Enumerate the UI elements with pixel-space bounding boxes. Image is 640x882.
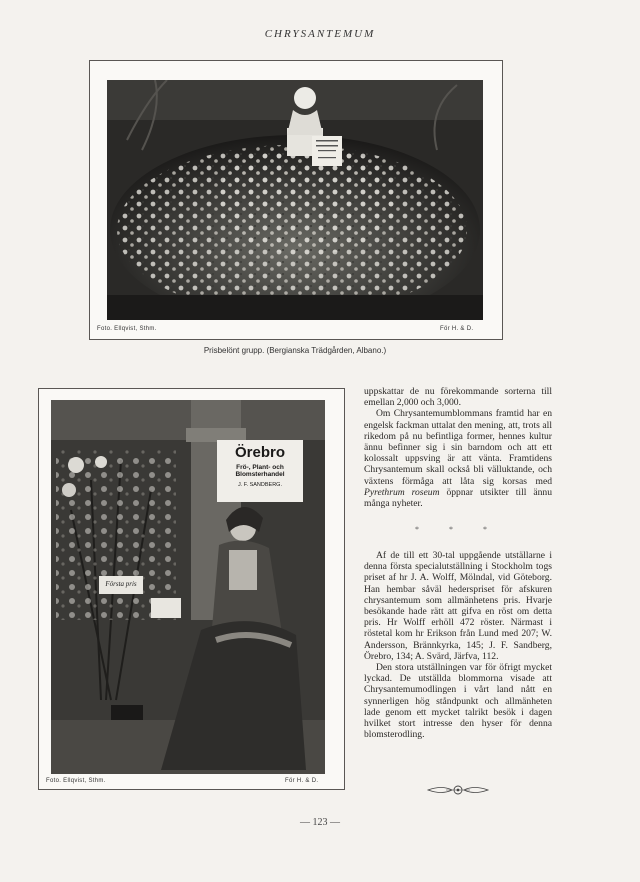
bottom-photo-credit-left: Foto. Ellqvist, Sthm. bbox=[46, 778, 106, 784]
paragraph-2: Om Chrysantemumblommans framtid har en engelsk fackman uttalat den mening, att, trots all rikedom på nu befintliga former, hennes kultur ännu befinner sig i sin barndom och att ett kolossalt uppsving är att vänta. Framtidens Chrysantemum skall också bli välluktande, och växtens förmåga att låta sig korsas med Pyrethrum roseum öppnar utsikter till ännu många nyheter. bbox=[364, 408, 552, 510]
asterism: * * * bbox=[415, 525, 501, 534]
top-photo-credit-right: För H. & D. bbox=[440, 326, 474, 332]
paragraph-4: Den stora utställningen var för öfrigt mycket lyckad. De utställda blommorna visade att Chrysantemumodlingen i vårt land nått en synnerligen hög ståndpunkt och allmänheten lade genom ett mycket talrikt besök i dagen hvilket stort intresse den hyser för denna blomsterodling. bbox=[364, 662, 552, 741]
paragraph-3: Af de till ett 30-tal uppgående utställarne i denna första specialutställning i Stockholm togs priset af hr J. A. Wolff, Mölndal, vid Göteborg. Han hembar såväl hederspriset för afskuren chrysantemum som allmänhetens pris. Hvarje besökande hade rätt att gifva en röst om detta pris. Hr Wolff erhöll 472 röster. Närmast i röstetal kom hr Erikson från Lund med 207; W. Andersson, Brännkyrka, 145; J. F. Sandberg, Örebro, 134; A. Svärd, Järfva, 112. bbox=[364, 550, 552, 662]
sign-line2: J. F. SANDBERG. bbox=[237, 482, 282, 488]
sign-title: Örebro bbox=[234, 444, 285, 461]
bottom-photo-credit-right: För H. & D. bbox=[285, 778, 319, 784]
text-column-upper bbox=[364, 386, 552, 509]
top-photo-credit-left: Foto. Ellqvist, Sthm. bbox=[97, 326, 157, 332]
top-photo bbox=[107, 80, 483, 320]
ornament-icon bbox=[426, 783, 490, 797]
italic-species: Pyrethrum roseum bbox=[364, 486, 440, 498]
page-number: — 123 — bbox=[300, 817, 340, 828]
top-figure-caption: Prisbelönt grupp. (Bergianska Trädgården, Albano.) bbox=[203, 346, 387, 355]
paragraph-1: uppskattar de nu förekommande sorterna till emellan 2,000 och 3,000. bbox=[364, 386, 552, 409]
running-head: CHRYSANTEMUM bbox=[264, 28, 376, 40]
text-column-lower bbox=[364, 550, 552, 740]
sign-line1: Frö-, Plant- och Blomsterhandel bbox=[235, 464, 285, 478]
bottom-photo bbox=[51, 400, 325, 774]
prize-card: Första pris bbox=[105, 580, 137, 588]
flower-display-photo bbox=[107, 80, 483, 320]
